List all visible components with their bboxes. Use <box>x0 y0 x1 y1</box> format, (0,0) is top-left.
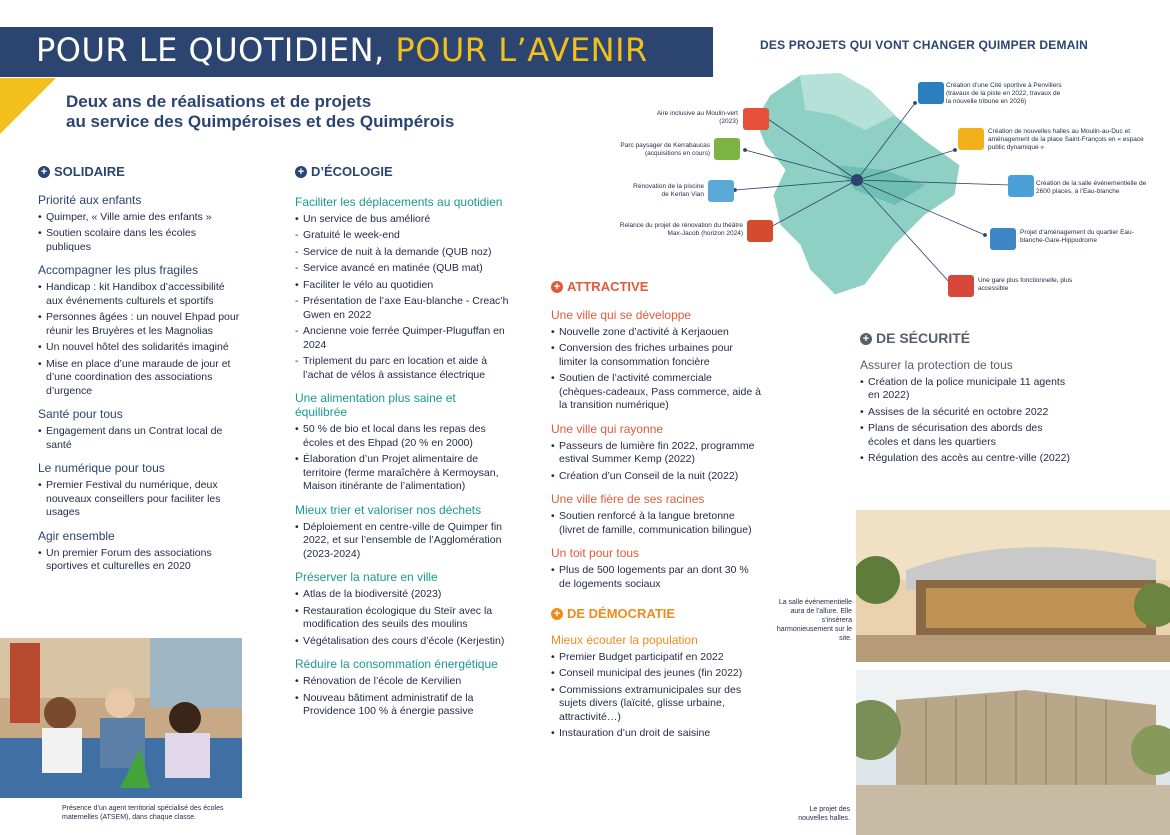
plus-icon: + <box>860 333 872 345</box>
map-label-quartier: Projet d’aménagement du quartier Eau-blanche-Gare-Hippodrome <box>1020 229 1134 244</box>
list-item: • Nouveau bâtiment administratif de la Providence 100 % à énergie passive <box>295 692 510 719</box>
train-icon <box>948 275 974 297</box>
solidaire-heading: + SOLIDAIRE <box>38 165 243 179</box>
list-item: • Premier Budget participatif en 2022 <box>551 651 761 665</box>
map-label-aire: Aire inclusive au Moulin-vert (2023) <box>656 110 738 125</box>
list-item: • Faciliter le vélo au quotidien <box>295 279 510 293</box>
group-title: Une ville fière de ses racines <box>551 492 705 506</box>
swimming-icon <box>708 180 734 202</box>
map-label-parc: Parc paysager de Kerrabaucas (acquisitions en cours) <box>620 142 710 157</box>
plus-icon: + <box>551 608 563 620</box>
group-title: Priorité aux enfants <box>38 192 142 207</box>
list-item: • Conseil municipal des jeunes (fin 2022) <box>551 667 761 681</box>
list-item: • Instauration d’un droit de saisine <box>551 727 761 741</box>
list-item: • Élaboration d’un Projet alimentaire de territoire (ferme maraîchère à Kermoysan, Maison itinérante de l’alimentation) <box>295 453 510 494</box>
list-item: • Premier Festival du numérique, deux nouveaux conseillers pour faciliter les usages <box>38 479 243 520</box>
group-title: Une alimentation plus saine et équilibrée <box>295 391 456 419</box>
event-hall-icon <box>1008 175 1034 197</box>
ecologie-heading: + D’ÉCOLOGIE <box>295 165 510 179</box>
plus-icon: + <box>551 281 563 293</box>
map-label-cite: Création d’une Cité sportive à Penvillers (travaux de la piste en 2022, travaux de la nouvelle tribune en 2026) <box>946 82 1062 105</box>
district-icon <box>990 228 1016 250</box>
group-title: Accompagner les plus fragiles <box>38 263 199 277</box>
attractive-heading: + ATTRACTIVE <box>551 280 761 294</box>
list-item: • Soutien renforcé à la langue bretonne (livret de famille, communication bilingue) <box>551 510 761 537</box>
list-item: • Assises de la sécurité en octobre 2022 <box>860 406 1070 420</box>
list-item: • Un premier Forum des associations sportives et culturelles en 2020 <box>38 547 243 574</box>
list-item: • Création d’un Conseil de la nuit (2022) <box>551 470 761 484</box>
list-item: • Passeurs de lumière fin 2022, programme estival Summer Kemp (2022) <box>551 440 761 467</box>
market-halls-render <box>856 670 1170 835</box>
list-item: - Présentation de l’axe Eau-blanche - Creac’h Gwen en 2022 <box>295 295 510 322</box>
map-label-halles: Création de nouvelles halles au Moulin-au-Duc et aménagement de la place Saint-François en « espace public dynamique » <box>988 128 1144 151</box>
photo-caption: La salle événementielle aura de l’allure. Elle s’insèrera harmonieusement sur le site. <box>776 599 852 642</box>
page-title: POUR LE QUOTIDIEN, POUR L’AVENIR <box>36 31 648 69</box>
list-item: • Commissions extramunicipales sur des sujets divers (laïcité, glisse urbaine, attractivité…) <box>551 684 761 725</box>
plus-icon: + <box>295 166 307 178</box>
yellow-corner-accent <box>0 78 56 134</box>
securite-column <box>860 332 1070 469</box>
event-hall-render <box>856 510 1170 662</box>
solidaire-column <box>38 165 243 577</box>
list-item: - Triplement du parc en location et aide à l’achat de vélos à assistance électrique <box>295 355 510 382</box>
group-title: Une ville qui rayonne <box>551 421 664 436</box>
map-label-gare: Une gare plus fonctionnelle, plus accessible <box>978 277 1073 292</box>
ecologie-column <box>295 165 510 722</box>
group-title: Santé pour tous <box>38 407 123 421</box>
list-item: • 50 % de bio et local dans les repas des écoles et des Ehpad (20 % en 2000) <box>295 423 510 450</box>
group-title: Une ville qui se développe <box>551 307 692 322</box>
list-item: • Personnes âgées : un nouvel Ehpad pour réunir les Bruyères et les Magnolias <box>38 311 243 338</box>
group-title: Assurer la protection de tous <box>860 357 1013 372</box>
list-item: • Rénovation de l’école de Kervilien <box>295 675 510 689</box>
group-title: Faciliter les déplacements au quotidien <box>295 194 503 209</box>
list-item: • Restauration écologique du Steïr avec la modification des seuils des moulins <box>295 605 510 632</box>
group-title: Mieux trier et valoriser nos déchets <box>295 502 482 517</box>
list-item: • Régulation des accès au centre-ville (2022) <box>860 452 1070 466</box>
photo-caption: Présence d’un agent territorial spécialisé des écoles maternelles (ATSEM), dans chaque classe. <box>62 805 224 821</box>
list-item: • Nouvelle zone d’activité à Kerjaouen <box>551 326 761 340</box>
list-item: • Végétalisation des cours d’école (Kerjestin) <box>295 635 510 649</box>
list-item: • Handicap : kit Handibox d’accessibilité aux événements culturels et sportifs <box>38 281 243 308</box>
playground-icon <box>743 108 769 130</box>
theater-icon <box>747 220 773 242</box>
list-item: • Soutien scolaire dans les écoles publiques <box>38 227 243 254</box>
group-title: Mieux écouter la population <box>551 632 698 647</box>
map-label-piscine: Rénovation de la piscine de Kerlan Vian <box>633 183 704 198</box>
attractive-column <box>551 280 761 744</box>
list-item: - Service avancé en matinée (QUB mat) <box>295 262 510 276</box>
photo-caption: Le projet des nouvelles halles. <box>798 806 850 822</box>
group-title: Agir ensemble <box>38 528 115 543</box>
map-label-salle: Création de la salle événementielle de 2600 places, à l’Eau-blanche <box>1036 180 1147 195</box>
list-item: • Un nouvel hôtel des solidarités imaginé <box>38 341 243 355</box>
list-item: • Déploiement en centre-ville de Quimper fin 2022, et sur l’ensemble de l’Agglomération (2023-2024) <box>295 521 510 562</box>
list-item: • Plans de sécurisation des abords des écoles et dans les quartiers <box>860 422 1070 449</box>
list-item: - Gratuité le week-end <box>295 229 510 243</box>
democratie-heading: + DE DÉMOCRATIE <box>551 607 761 621</box>
list-item: - Ancienne voie ferrée Quimper-Pluguffan en 2024 <box>295 325 510 352</box>
list-item: • Mise en place d’une maraude de jour et d’une coordination des associations d’urgence <box>38 358 243 399</box>
list-item: • Atlas de la biodiversité (2023) <box>295 588 510 602</box>
securite-heading: + DE SÉCURITÉ <box>860 332 1070 346</box>
map-label-theatre: Relance du projet de rénovation du théâtre Max-Jacob (horizon 2024) <box>619 222 743 237</box>
list-item: - Service de nuit à la demande (QUB noz) <box>295 246 510 260</box>
group-title: Un toit pour tous <box>551 546 640 560</box>
list-item: • Un service de bus amélioré <box>295 213 510 227</box>
list-item: • Conversion des friches urbaines pour limiter la consommation foncière <box>551 342 761 369</box>
map-title: DES PROJETS QUI VONT CHANGER QUIMPER DEMAIN <box>760 38 1088 52</box>
group-title: Le numérique pour tous <box>38 461 165 475</box>
tree-icon <box>714 138 740 160</box>
list-item: • Quimper, « Ville amie des enfants » <box>38 211 243 225</box>
market-icon <box>958 128 984 150</box>
group-title: Réduire la consommation énergétique <box>295 657 498 671</box>
plus-icon: + <box>38 166 50 178</box>
group-title: Préserver la nature en ville <box>295 570 438 584</box>
page-subtitle: Deux ans de réalisations et de projets au service des Quimpéroises et des Quimpérois <box>66 92 455 131</box>
list-item: • Plus de 500 logements par an dont 30 % de logements sociaux <box>551 564 761 591</box>
list-item: • Engagement dans un Contrat local de santé <box>38 425 243 452</box>
classroom-photo <box>0 638 242 798</box>
stadium-icon <box>918 82 944 104</box>
list-item: • Création de la police municipale 11 agents en 2022) <box>860 376 1070 403</box>
list-item: • Soutien de l’activité commerciale (chèques-cadeaux, Pass commerce, aide à la transition numérique) <box>551 372 761 413</box>
